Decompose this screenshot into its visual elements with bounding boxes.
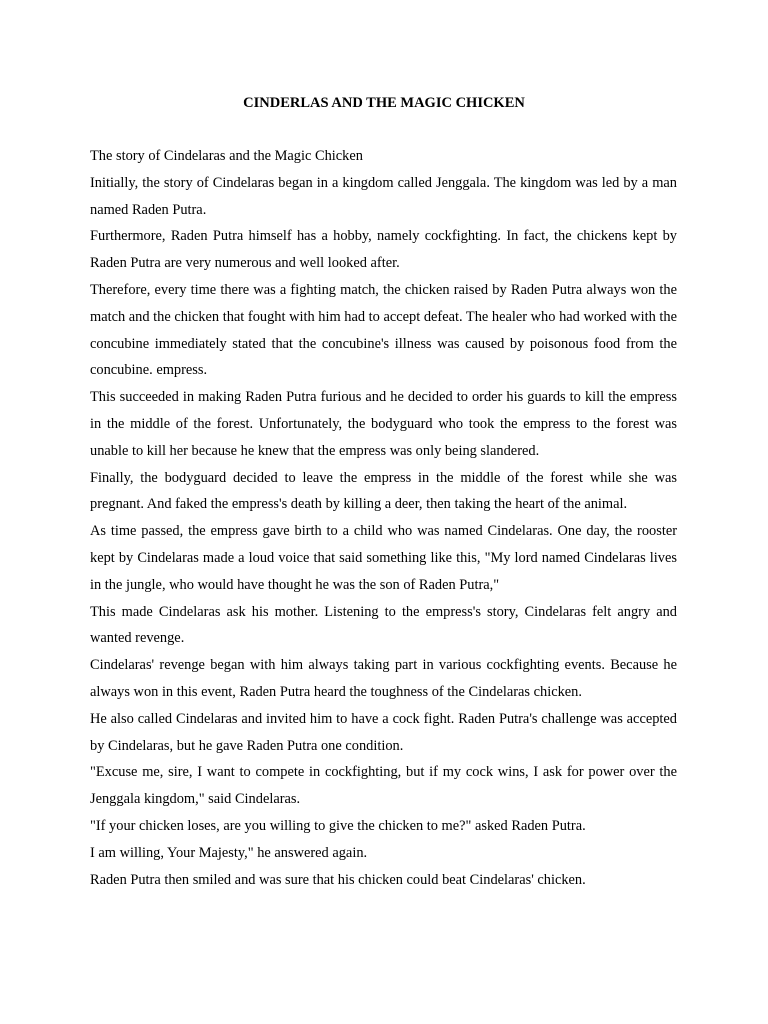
paragraph: "Excuse me, sire, I want to compete in cockfighting, but if my cock wins, I ask for power over the Jenggala kingdom," said Cindelaras. xyxy=(90,764,677,808)
paragraph: As time passed, the empress gave birth to a child who was named Cindelaras. One day, the rooster kept by Cindelaras made a loud voice that said something like this, "My lord named Cindelaras lives in the jungle, who would have thought he was the son of Raden Putra," xyxy=(90,523,677,593)
document-title: CINDERLAS AND THE MAGIC CHICKEN xyxy=(243,95,525,111)
paragraph: This succeeded in making Raden Putra furious and he decided to order his guards to kill the empress in the middle of the forest. Unfortunately, the bodyguard who took the empress to the forest was unable to kill her because he knew that the empress was only being slandered. xyxy=(90,389,677,459)
paragraph: "If your chicken loses, are you willing to give the chicken to me?" asked Raden Putra. xyxy=(90,817,586,834)
paragraph: Therefore, every time there was a fighting match, the chicken raised by Raden Putra always won the match and the chicken that fought with him had to accept defeat. The healer who had worked with the concubine immediately stated that the concubine's illness was caused by poisonous food from the concubine. empress. xyxy=(90,281,677,379)
paragraph: The story of Cindelaras and the Magic Chicken xyxy=(90,148,363,164)
paragraph: Raden Putra then smiled and was sure that his chicken could beat Cindelaras' chicken. xyxy=(90,871,586,888)
paragraph: I am willing, Your Majesty," he answered again. xyxy=(90,844,368,861)
paragraph: Furthermore, Raden Putra himself has a hobby, namely cockfighting. In fact, the chickens kept by Raden Putra are very numerous and well looked after. xyxy=(90,228,677,272)
paragraph: He also called Cindelaras and invited him to have a cock fight. Raden Putra's challenge was accepted by Cindelaras, but he gave Raden Putra one condition. xyxy=(90,710,677,754)
paragraph: This made Cindelaras ask his mother. Listening to the empress's story, Cindelaras felt angry and wanted revenge. xyxy=(90,603,677,647)
document-body xyxy=(90,143,677,893)
paragraph: Finally, the bodyguard decided to leave the empress in the middle of the forest while she was pregnant. And faked the empress's death by killing a deer, then taking the heart of the animal. xyxy=(90,469,677,513)
paragraph: Cindelaras' revenge began with him always taking part in various cockfighting events. Because he always won in this event, Raden Putra heard the toughness of the Cindelaras chicken. xyxy=(90,657,677,700)
paragraph: Initially, the story of Cindelaras began in a kingdom called Jenggala. The kingdom was led by a man named Raden Putra. xyxy=(90,174,677,218)
